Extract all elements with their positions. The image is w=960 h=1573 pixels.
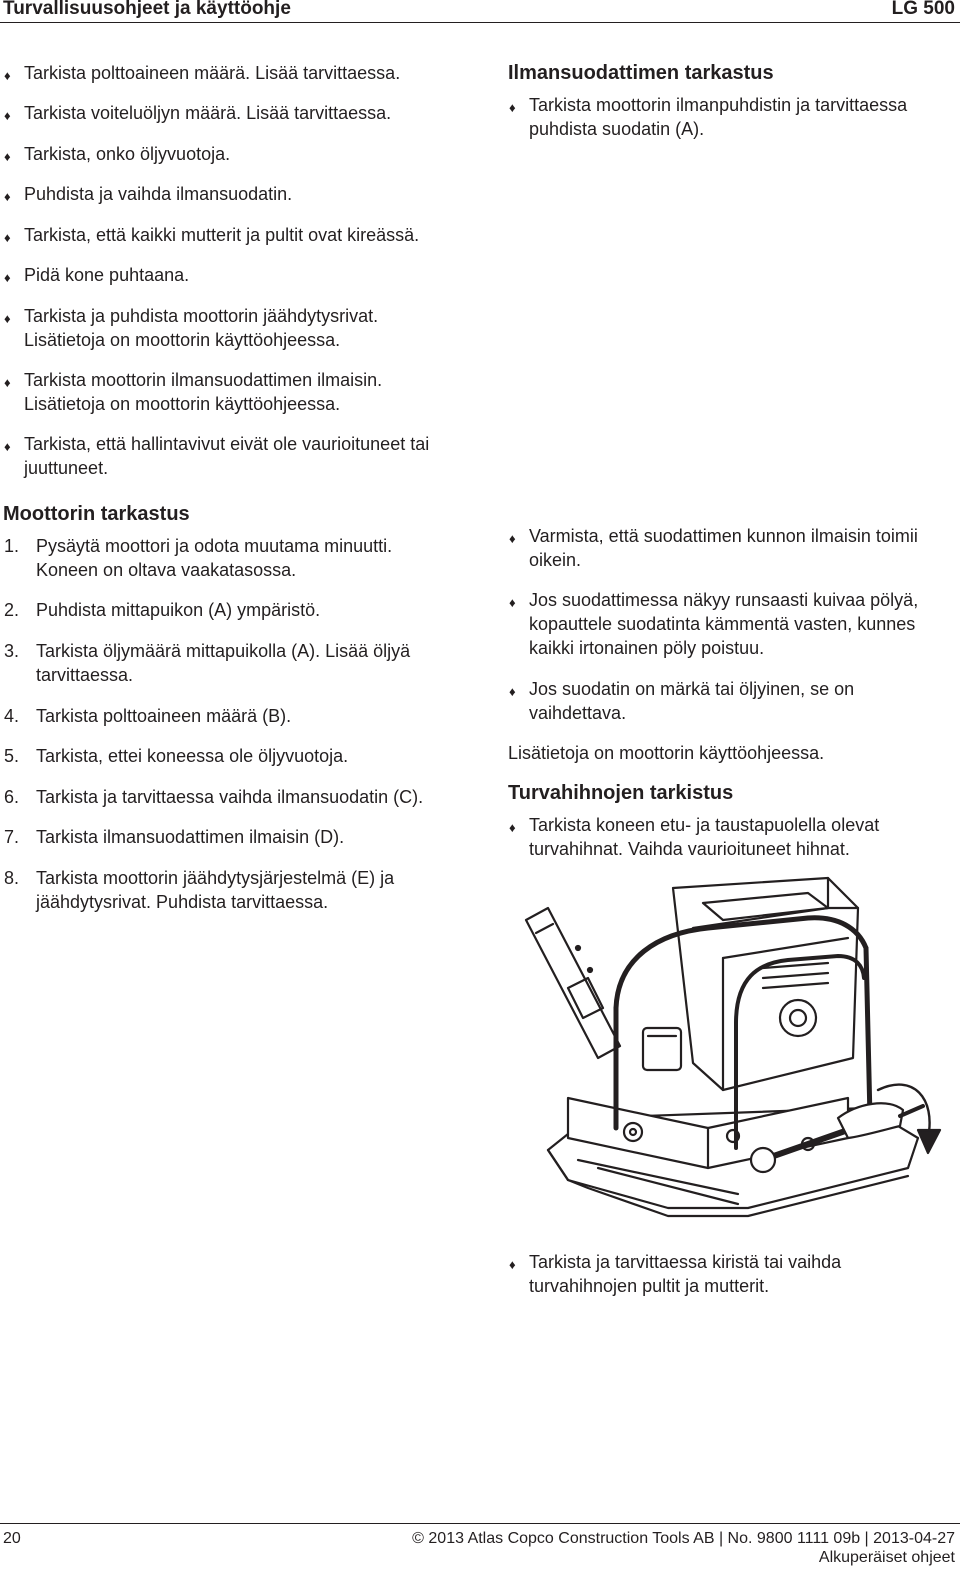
list-item: ♦ Tarkista, että hallintavivut eivät ole vaurioituneet tai juuttuneet.	[4, 434, 430, 478]
list-item: ♦ Jos suodattimessa näkyy runsaasti kuivaa pölyä, kopauttele suodatinta kämmentä vasten, kunnes kaikki irtonainen pöly poistuu.	[509, 590, 919, 658]
bullet-icon: ♦	[509, 1257, 516, 1272]
bullet-icon: ♦	[509, 595, 516, 610]
bullet-icon: ♦	[509, 684, 516, 699]
list-item: ♦ Tarkista koneen etu- ja taustapuolella olevat turvahihnat. Vaihda vaurioituneet hihnat.	[509, 815, 880, 859]
header-title: Turvallisuusohjeet ja käyttöohje	[3, 0, 291, 19]
bullet-icon: ♦	[509, 531, 516, 546]
bullet-icon: ♦	[4, 108, 11, 123]
bullet-icon: ♦	[4, 189, 11, 204]
list-item: 6. Tarkista ja tarvittaessa vaihda ilmansuodatin (C).	[4, 787, 424, 807]
bullet-icon: ♦	[4, 149, 11, 164]
page-header	[0, 0, 960, 23]
plate-compactor-illustration	[508, 868, 960, 1238]
list-item: ♦ Jos suodatin on märkä tai öljyinen, se on vaihdettava.	[509, 679, 855, 723]
bullet-icon: ♦	[4, 439, 11, 454]
list-item: 5. Tarkista, ettei koneessa ole öljyvuotoja.	[4, 746, 349, 766]
more-info-text: Lisätietoja on moottorin käyttöohjeessa.	[508, 743, 825, 763]
list-item: 8. Tarkista moottorin jäähdytysjärjestelmä (E) ja jäähdytysrivat. Puhdista tarvittaessa.	[4, 868, 395, 912]
list-item: 3. Tarkista öljymäärä mittapuikolla (A). Lisää öljyä tarvittaessa.	[4, 641, 411, 685]
footer-original-note: Alkuperäiset ohjeet	[818, 1549, 955, 1566]
list-item: ♦ Pidä kone puhtaana.	[24, 263, 464, 287]
footer-copyright: © 2013 Atlas Copco Construction Tools AB | No. 9800 1111 09b | 2013-04-27	[412, 1530, 955, 1547]
list-item: ♦ Varmista, että suodattimen kunnon ilmaisin toimii oikein.	[509, 526, 918, 570]
bullet-icon: ♦	[509, 100, 516, 115]
list-item: ♦ Tarkista moottorin ilmansuodattimen ilmaisin. Lisätietoja on moottorin käyttöohjeessa.	[4, 370, 383, 414]
page-number: 20	[3, 1530, 21, 1547]
section-heading-engine: Moottorin tarkastus	[3, 503, 190, 525]
list-item: ♦ Tarkista moottorin ilmanpuhdistin ja tarvittaessa puhdista suodatin (A).	[509, 95, 908, 139]
section-heading-belts: Turvahihnojen tarkistus	[508, 782, 734, 804]
header-model: LG 500	[891, 0, 955, 19]
list-item: ♦ Tarkista polttoaineen määrä. Lisää tarvittaessa.	[24, 61, 464, 85]
section-heading-air-filter: Ilmansuodattimen tarkastus	[508, 62, 774, 84]
list-item: ♦ Tarkista voiteluöljyn määrä. Lisää tarvittaessa.	[24, 101, 464, 125]
bullet-icon: ♦	[4, 230, 11, 245]
list-item: ♦ Tarkista ja puhdista moottorin jäähdytysrivat. Lisätietoja on moottorin käyttöohjeessa.	[4, 306, 379, 350]
list-item: ♦ Tarkista ja tarvittaessa kiristä tai vaihda turvahihnojen pultit ja mutterit.	[509, 1252, 842, 1296]
list-item: 7. Tarkista ilmansuodattimen ilmaisin (D).	[4, 827, 345, 847]
list-item: ♦ Puhdista ja vaihda ilmansuodatin.	[24, 182, 464, 206]
list-item: ♦ Tarkista, onko öljyvuotoja.	[24, 142, 464, 166]
bullet-icon: ♦	[4, 375, 11, 390]
bullet-icon: ♦	[509, 820, 516, 835]
footer-divider	[0, 1523, 960, 1524]
list-item: 2. Puhdista mittapuikon (A) ympäristö.	[4, 600, 321, 620]
bullet-icon: ♦	[4, 68, 11, 83]
bullet-icon: ♦	[4, 270, 11, 285]
list-item: ♦ Tarkista, että kaikki mutterit ja pultit ovat kireässä.	[24, 223, 464, 247]
bullet-icon: ♦	[4, 311, 11, 326]
list-item: 1. Pysäytä moottori ja odota muutama minuutti. Koneen on oltava vaakatasossa.	[4, 536, 393, 580]
list-item: 4. Tarkista polttoaineen määrä (B).	[4, 706, 292, 726]
